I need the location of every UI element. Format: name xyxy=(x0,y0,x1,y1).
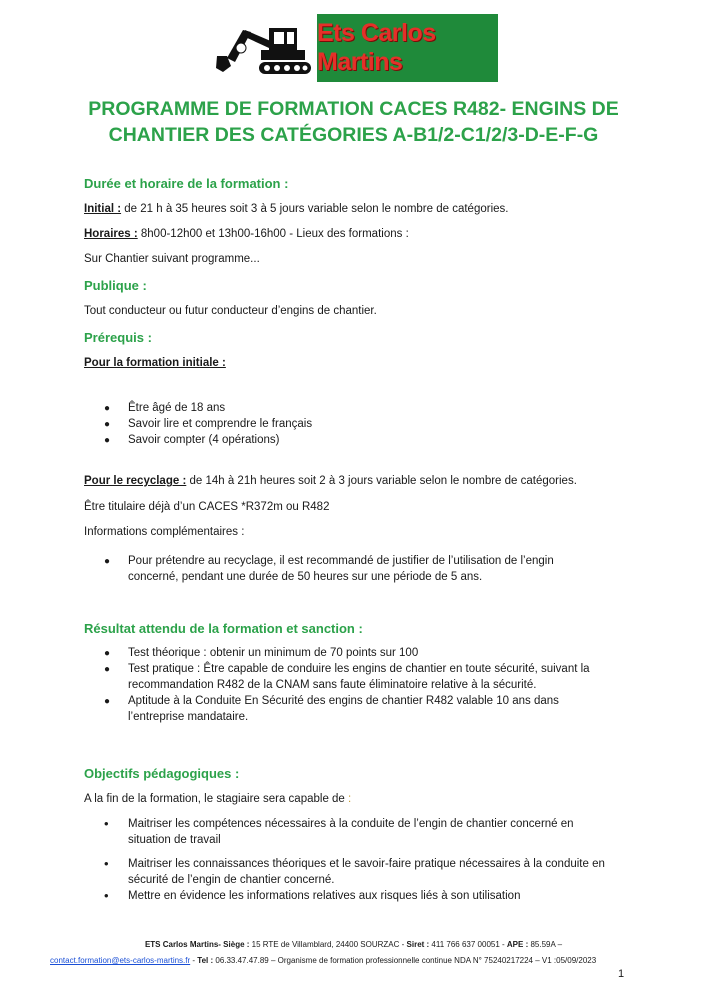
horaires-text: 8h00-12h00 et 13h00-16h00 - Lieux des formations : xyxy=(137,228,409,240)
bullet-icon xyxy=(104,856,109,873)
bullet-icon xyxy=(104,553,110,570)
list-item: ● Aptitude à la Conduite En Sécurité des engins de chantier R482 valable 10 ans dans l’entreprise mandataire. xyxy=(104,693,590,725)
company-logo xyxy=(317,14,498,82)
list-item: • Mettre en évidence les informations relatives aux risques liés à son utilisation xyxy=(104,888,605,904)
bullet-icon xyxy=(104,661,110,678)
publique-heading: Publique : xyxy=(84,278,147,293)
initial-text: de 21 h à 35 heures soit 3 à 5 jours variable selon le nombre de catégories. xyxy=(121,203,509,215)
prerequis-list xyxy=(104,400,312,448)
page-number: 1 xyxy=(618,968,625,980)
horaires-line xyxy=(84,226,409,242)
list-item: ● Pour prétendre au recyclage, il est recommandé de justifier de l’utilisation de l’engin concerné, pendant une durée de 50 heures sur une période de 5 ans. xyxy=(104,553,554,585)
recyclage-text: de 14h à 21h heures soit 2 à 3 jours variable selon le nombre de catégories. xyxy=(186,475,577,487)
publique-text: Tout conducteur ou futur conducteur d’engins de chantier. xyxy=(84,305,377,317)
lieu-line: Sur Chantier suivant programme... xyxy=(84,253,260,265)
objectifs-list-2 xyxy=(104,856,605,904)
resultat-list xyxy=(104,645,590,725)
recyclage-label: Pour le recyclage : xyxy=(84,475,187,487)
list-item: ● Test pratique : Être capable de conduire les engins de chantier en toute sécurité, suivant la recommandation R482 de la CNAM sans faute éliminatoire relative à la sécurité. xyxy=(104,661,590,693)
resultat-heading: Résultat attendu de la formation et sanction : xyxy=(84,621,363,636)
formation-initiale-label: Pour la formation initiale : xyxy=(84,357,226,369)
footer-contact-line: contact.formation@ets-carlos-martins.fr - Tel : 06.33.47.47.89 – Organisme de formation professionnelle continue NDA N° 75240217224 – V1 :05/09/2023 xyxy=(50,956,597,965)
bullet-icon xyxy=(104,432,110,449)
initial-label: Initial : xyxy=(84,203,122,215)
list-item: ● Savoir lire et comprendre le français xyxy=(104,416,312,432)
title-line-1: PROGRAMME DE FORMATION CACES R482- ENGINS DE xyxy=(88,98,619,120)
list-item: ● Savoir compter (4 opérations) xyxy=(104,432,312,448)
title-line-2: CHANTIER DES CATÉGORIES A-B1/2-C1/2/3-D-E-F-G xyxy=(108,124,599,146)
company-logo-text: Ets Carlos Martins xyxy=(317,19,436,76)
bullet-icon xyxy=(104,645,110,662)
bullet-icon xyxy=(104,400,110,417)
footer-company-line: ETS Carlos Martins- Siège : 15 RTE de Villamblard, 24400 SOURZAC - Siret : 411 766 637 00051 - APE : 85.59A – xyxy=(144,940,563,949)
bullet-icon xyxy=(104,888,109,905)
list-item: • Maitriser les connaissances théoriques et le savoir-faire pratique nécessaires à la conduite en sécurité de l’engin de chantier concerné. xyxy=(104,856,605,888)
contact-email-link[interactable]: contact.formation@ets-carlos-martins.fr xyxy=(50,956,191,965)
objectifs-heading: Objectifs pédagogiques : xyxy=(84,766,240,781)
horaires-label: Horaires : xyxy=(84,228,138,240)
objectifs-list-1 xyxy=(104,816,574,848)
initial-line xyxy=(84,201,508,217)
objectifs-intro: A la fin de la formation, le stagiaire sera capable de : xyxy=(84,793,352,805)
prerequis-heading: Prérequis : xyxy=(84,330,152,345)
duree-heading: Durée et horaire de la formation : xyxy=(84,176,289,191)
infos-label: Informations complémentaires : xyxy=(84,526,245,538)
excavator-logo xyxy=(213,22,316,80)
titulaire-line: Être titulaire déjà d’un CACES *R372m ou R482 xyxy=(84,501,330,513)
recyclage-line xyxy=(84,473,577,489)
infos-list xyxy=(104,553,554,585)
list-item: ● Être âgé de 18 ans xyxy=(104,400,312,416)
list-item: • Maitriser les compétences nécessaires à la conduite de l’engin de chantier concerné en situation de travail xyxy=(104,816,574,848)
bullet-icon xyxy=(104,816,109,833)
list-item: ● Test théorique : obtenir un minimum de 70 points sur 100 xyxy=(104,645,590,661)
bullet-icon xyxy=(104,416,110,433)
document-title xyxy=(60,96,647,148)
bullet-icon xyxy=(104,693,110,710)
